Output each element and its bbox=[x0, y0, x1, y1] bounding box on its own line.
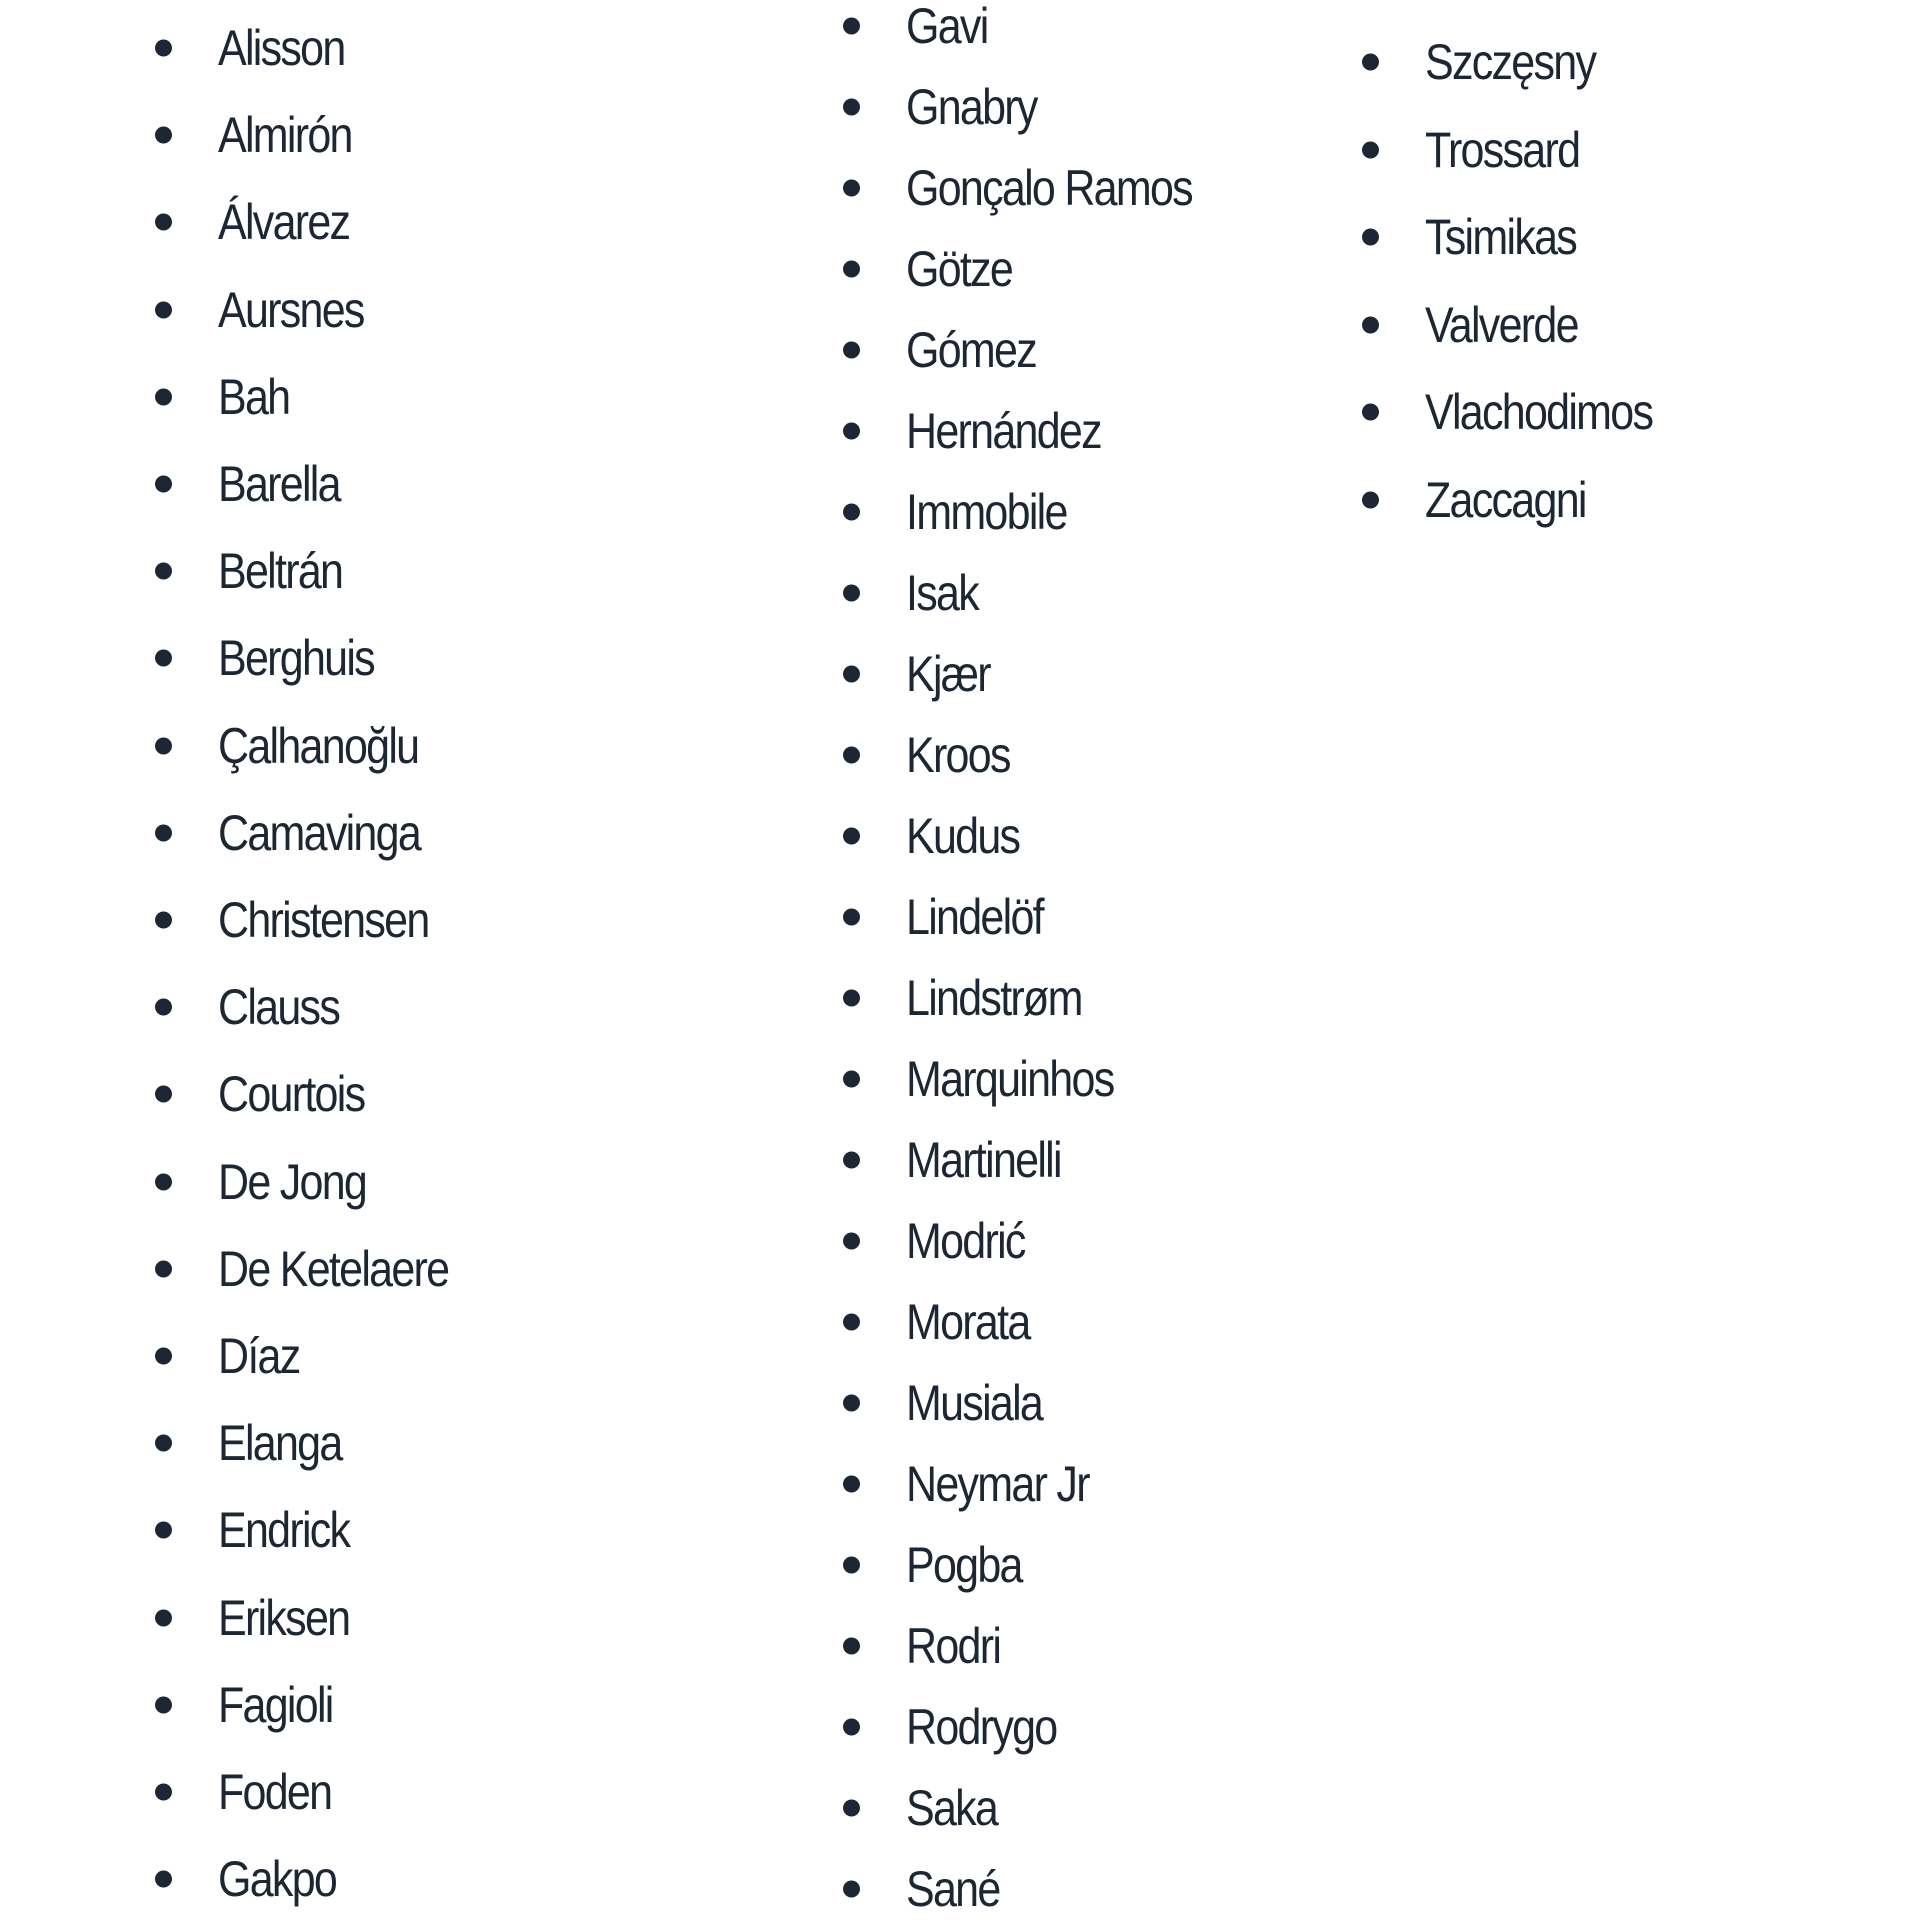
player-name: Endrick bbox=[218, 1502, 350, 1559]
player-name: De Ketelaere bbox=[218, 1240, 449, 1297]
player-name: Saka bbox=[906, 1780, 998, 1836]
bullet-icon bbox=[843, 1152, 860, 1169]
player-name: Fagioli bbox=[218, 1676, 333, 1733]
player-name: Camavinga bbox=[218, 804, 421, 861]
bullet-icon bbox=[155, 301, 172, 318]
bullet-icon bbox=[155, 127, 172, 144]
player-name: Barella bbox=[218, 456, 340, 512]
bullet-icon bbox=[1362, 316, 1379, 333]
bullet-icon bbox=[155, 1435, 172, 1452]
player-name: Almirón bbox=[218, 107, 352, 164]
bullet-icon bbox=[155, 1173, 172, 1190]
bullet-icon bbox=[155, 388, 172, 405]
bullet-icon bbox=[1362, 141, 1379, 158]
player-name: Clauss bbox=[218, 979, 340, 1036]
bullet-icon bbox=[843, 180, 860, 197]
bullet-icon bbox=[1362, 492, 1379, 509]
bullet-icon bbox=[155, 912, 172, 929]
bullet-icon bbox=[155, 1522, 172, 1539]
player-name: Lindelöf bbox=[906, 889, 1043, 945]
bullet-icon bbox=[155, 737, 172, 754]
player-name: Pogba bbox=[906, 1537, 1022, 1593]
bullet-icon bbox=[843, 1395, 860, 1412]
bullet-icon bbox=[155, 650, 172, 667]
player-name: Courtois bbox=[218, 1066, 365, 1123]
player-name: Lindstrøm bbox=[906, 970, 1082, 1026]
bullet-icon bbox=[155, 40, 172, 57]
player-name: Bah bbox=[218, 368, 290, 425]
player-name: Rodri bbox=[906, 1618, 1001, 1674]
player-name: Morata bbox=[906, 1294, 1030, 1350]
player-name: Marquinhos bbox=[906, 1051, 1114, 1107]
bullet-icon bbox=[843, 99, 860, 116]
bullet-icon bbox=[843, 342, 860, 359]
bullet-icon bbox=[843, 18, 860, 35]
player-name: Christensen bbox=[218, 892, 429, 948]
bullet-icon bbox=[155, 1609, 172, 1626]
player-name: Rodrygo bbox=[906, 1699, 1057, 1755]
player-name: Aursnes bbox=[218, 281, 364, 338]
bullet-icon bbox=[155, 1086, 172, 1103]
bullet-icon bbox=[843, 1476, 860, 1493]
bullet-icon bbox=[843, 261, 860, 278]
player-name: Álvarez bbox=[218, 194, 350, 251]
bullet-icon bbox=[843, 1557, 860, 1574]
bullet-icon bbox=[155, 1696, 172, 1713]
bullet-icon bbox=[843, 1071, 860, 1088]
bullet-icon bbox=[843, 504, 860, 521]
bullet-icon bbox=[843, 1881, 860, 1898]
player-name: Tsimikas bbox=[1425, 209, 1577, 266]
bullet-icon bbox=[843, 1314, 860, 1331]
player-name: Çalhanoğlu bbox=[218, 717, 419, 774]
player-name: Musiala bbox=[906, 1375, 1043, 1431]
bullet-icon bbox=[155, 1348, 172, 1365]
player-name: Berghuis bbox=[218, 630, 374, 687]
player-name: Díaz bbox=[218, 1328, 300, 1384]
bullet-icon bbox=[843, 747, 860, 764]
bullet-icon bbox=[155, 1871, 172, 1888]
bullet-icon bbox=[843, 1800, 860, 1817]
bullet-icon bbox=[155, 563, 172, 580]
player-name: Hernández bbox=[906, 403, 1101, 459]
player-name: Gómez bbox=[906, 322, 1037, 378]
player-name: Foden bbox=[218, 1764, 332, 1820]
player-name: Zaccagni bbox=[1425, 472, 1586, 528]
bullet-icon bbox=[843, 1638, 860, 1655]
bullet-icon bbox=[843, 1233, 860, 1250]
bullet-icon bbox=[843, 990, 860, 1007]
player-name: Eriksen bbox=[218, 1589, 350, 1646]
bullet-icon bbox=[155, 214, 172, 231]
player-name: Götze bbox=[906, 241, 1013, 297]
player-name: Elanga bbox=[218, 1415, 342, 1472]
player-name: Beltrán bbox=[218, 543, 343, 600]
bullet-icon bbox=[1362, 404, 1379, 421]
bullet-icon bbox=[155, 476, 172, 493]
bullet-icon bbox=[155, 824, 172, 841]
bullet-icon bbox=[843, 828, 860, 845]
bullet-icon bbox=[843, 909, 860, 926]
player-name: Neymar Jr bbox=[906, 1456, 1089, 1512]
bullet-icon bbox=[843, 666, 860, 683]
player-name: Modrić bbox=[906, 1213, 1025, 1269]
player-name: Gakpo bbox=[218, 1851, 337, 1908]
player-name: Kjær bbox=[906, 646, 990, 702]
bullet-icon bbox=[155, 1784, 172, 1801]
bullet-icon bbox=[155, 1260, 172, 1277]
bullet-icon bbox=[155, 999, 172, 1016]
player-name: Trossard bbox=[1425, 121, 1580, 178]
player-name: Szczęsny bbox=[1425, 34, 1596, 90]
player-name: Gnabry bbox=[906, 79, 1037, 135]
player-name: Gonçalo Ramos bbox=[906, 160, 1192, 216]
player-name: Alisson bbox=[218, 20, 345, 76]
player-name: Isak bbox=[906, 565, 978, 621]
bullet-icon bbox=[843, 1719, 860, 1736]
player-name: De Jong bbox=[218, 1153, 367, 1210]
player-name: Kudus bbox=[906, 808, 1020, 864]
player-name: Immobile bbox=[906, 484, 1067, 540]
bullet-icon bbox=[843, 585, 860, 602]
player-name: Martinelli bbox=[906, 1132, 1061, 1188]
player-name: Gavi bbox=[906, 0, 988, 54]
bullet-icon bbox=[1362, 54, 1379, 71]
bullet-icon bbox=[1362, 229, 1379, 246]
bullet-icon bbox=[843, 423, 860, 440]
player-name: Kroos bbox=[906, 727, 1010, 783]
player-name: Valverde bbox=[1425, 296, 1578, 353]
player-name: Sané bbox=[906, 1861, 1000, 1917]
player-name: Vlachodimos bbox=[1425, 384, 1653, 441]
